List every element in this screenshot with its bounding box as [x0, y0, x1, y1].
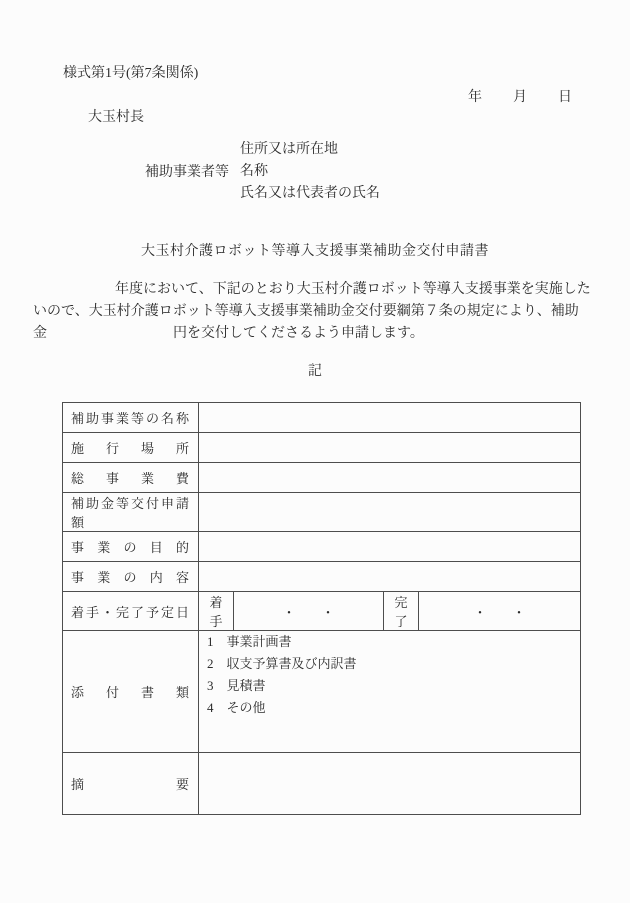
application-table: [62, 402, 581, 815]
row-value-project-name: [199, 403, 581, 433]
row-value-total-cost: [199, 463, 581, 493]
table-row: [63, 562, 581, 592]
row-label-execution-site: 施行場所: [63, 433, 199, 463]
row-value-project-details: [199, 562, 581, 592]
schedule-end-date-field: ・ ・: [419, 592, 581, 631]
table-row: [63, 403, 581, 433]
row-value-execution-site: [199, 433, 581, 463]
row-value-requested-amount: [199, 493, 581, 532]
attachment-item: 2 収支予算書及び内訳書: [207, 656, 357, 671]
document-title: 大玉村介護ロボット等導入支援事業補助金交付申請書: [141, 244, 489, 259]
row-label-project-details: 事業の内容: [63, 562, 199, 592]
attachments-row: [63, 631, 581, 753]
attachment-item: 1 事業計画書: [207, 634, 292, 649]
attachments-list: [199, 631, 581, 753]
paragraph-line-1: 年度において、下記のとおり大玉村介護ロボット等導入支援事業を実施した: [115, 282, 591, 297]
row-label-total-cost: 総事業費: [63, 463, 199, 493]
remarks-label: 摘要: [63, 753, 199, 815]
remarks-value: [199, 753, 581, 815]
table-row: [63, 493, 581, 532]
applicant-block: [145, 139, 380, 205]
date-placeholder: 年 月 日: [468, 90, 573, 105]
row-label-project-purpose: 事業の目的: [63, 532, 199, 562]
note-marker: 記: [308, 364, 322, 379]
remarks-row: [63, 753, 581, 815]
attachments-label: 添付書類: [63, 631, 199, 753]
row-label-requested-amount: 補助金等交付申請額: [63, 493, 199, 532]
paragraph-line-3: 金 円を交付してくださるよう申請します。: [33, 326, 424, 341]
attachment-item: 4 その他: [207, 700, 266, 715]
attachment-item: 3 見積書: [207, 678, 266, 693]
applicant-field-representative: 氏名又は代表者の氏名: [240, 186, 380, 201]
addressee: 大玉村長: [88, 110, 144, 125]
applicant-label: 補助事業者等: [145, 165, 229, 180]
applicant-field-address: 住所又は所在地: [240, 142, 338, 157]
schedule-end-label: 完了: [384, 592, 419, 631]
schedule-label: 着手・完了予定日: [63, 592, 199, 631]
form-number: 様式第1号(第7条関係): [63, 66, 199, 81]
paragraph-line-2: いので、大玉村介護ロボット等導入支援事業補助金交付要綱第７条の規定により、補助: [33, 304, 579, 319]
applicant-fields: [240, 139, 380, 205]
row-label-project-name: 補助事業等の名称: [63, 403, 199, 433]
table-row: [63, 433, 581, 463]
table-row: [63, 532, 581, 562]
schedule-start-date-field: ・ ・: [234, 592, 384, 631]
schedule-start-label: 着手: [199, 592, 234, 631]
table-row: [63, 463, 581, 493]
applicant-field-name: 名称: [240, 164, 268, 179]
row-value-project-purpose: [199, 532, 581, 562]
schedule-row: [63, 592, 581, 631]
body-paragraph: [33, 279, 599, 345]
